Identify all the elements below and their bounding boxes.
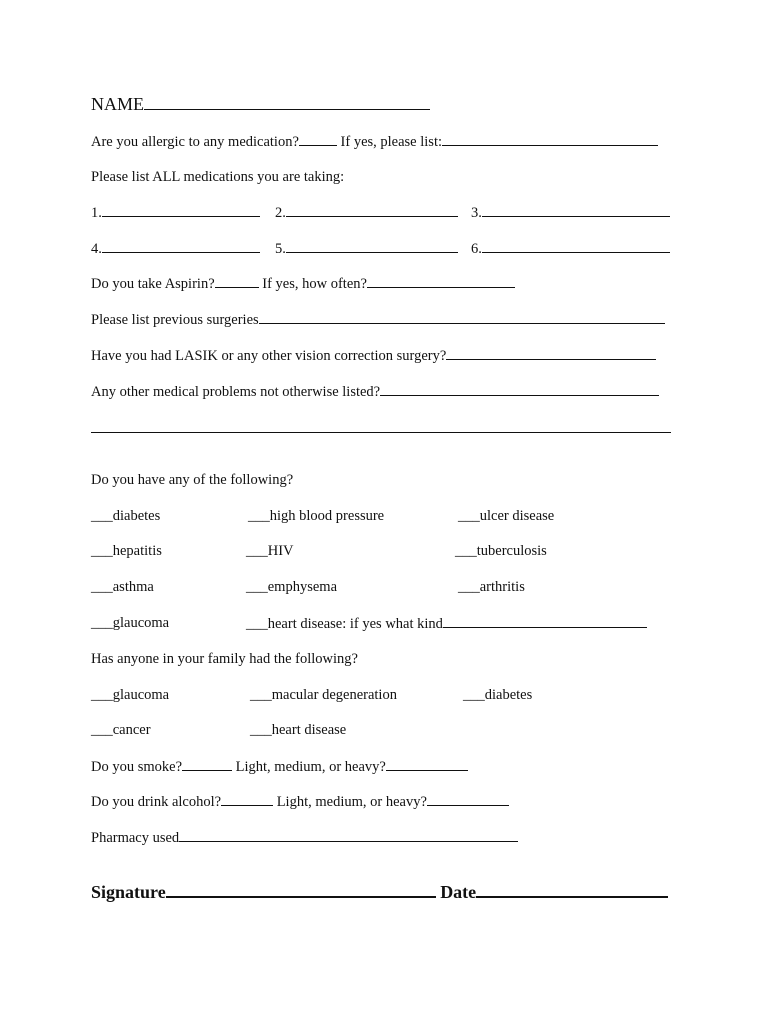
family-heart-disease[interactable]: ___heart disease [250,722,347,738]
alcohol-answer-field[interactable] [221,791,273,806]
family-glaucoma[interactable]: ___glaucoma [91,687,170,703]
allergy-list-label: If yes, please list: [340,134,443,150]
alcohol-level-label: Light, medium, or heavy? [276,794,427,810]
name-row [91,94,672,116]
name-label: NAME [91,94,144,114]
med-number: 5. [275,241,286,257]
med-number: 1. [91,205,102,221]
condition-heart-disease [246,613,647,634]
surgeries-row [91,309,672,331]
condition-asthma[interactable]: ___asthma [91,579,154,595]
aspirin-question: Do you take Aspirin? [91,276,215,292]
med-item-5 [275,238,458,259]
med-field-1[interactable] [102,202,260,217]
med-field-5[interactable] [286,238,458,253]
have-following-prompt: Do you have any of the following? [91,472,294,488]
condition-diabetes[interactable]: ___diabetes [91,508,161,524]
conditions-row-3 [91,577,672,599]
name-field[interactable] [144,95,430,110]
med-item-6 [471,238,670,259]
condition-tuberculosis[interactable]: ___tuberculosis [455,543,547,559]
family-cancer[interactable]: ___cancer [91,722,151,738]
signature-label: Signature [91,882,166,902]
condition-ulcer-disease[interactable]: ___ulcer disease [458,508,555,524]
conditions-row-1 [91,506,672,528]
pharmacy-label: Pharmacy used [91,830,180,846]
medications-prompt: Please list ALL medications you are taking: [91,169,345,185]
smoke-level-field[interactable] [386,756,468,771]
aspirin-answer-field[interactable] [215,273,259,288]
other-problems-field-2[interactable] [91,418,671,433]
med-number: 3. [471,205,482,221]
med-field-4[interactable] [102,238,260,253]
smoke-question: Do you smoke? [91,759,183,775]
allergy-answer-field[interactable] [299,131,337,146]
signature-field[interactable] [166,882,436,898]
alcohol-question: Do you drink alcohol? [91,794,222,810]
alcohol-row [91,791,672,813]
condition-hepatitis[interactable]: ___hepatitis [91,543,162,559]
family-diabetes[interactable]: ___diabetes [463,687,533,703]
med-item-4 [91,238,260,259]
surgeries-field[interactable] [259,309,665,324]
pharmacy-field[interactable] [179,827,518,842]
heart-disease-label[interactable]: ___heart disease: if yes what kind [246,616,443,632]
surgeries-label: Please list previous surgeries [91,312,259,328]
family-history-prompt: Has anyone in your family had the following? [91,651,358,667]
heart-disease-kind-field[interactable] [443,613,647,628]
allergy-question: Are you allergic to any medication? [91,134,299,150]
smoke-level-label: Light, medium, or heavy? [235,759,386,775]
smoke-answer-field[interactable] [182,756,232,771]
med-field-3[interactable] [482,202,670,217]
family-row-2 [91,720,672,742]
condition-glaucoma[interactable]: ___glaucoma [91,615,170,631]
family-macular-degeneration[interactable]: ___macular degeneration [250,687,397,703]
condition-arthritis[interactable]: ___arthritis [458,579,525,595]
med-item-1 [91,202,260,223]
signature-row [91,882,672,904]
aspirin-row [91,273,672,295]
family-row-1 [91,685,672,707]
condition-emphysema[interactable]: ___emphysema [246,579,338,595]
other-problems-field[interactable] [380,381,659,396]
date-label: Date [440,882,477,902]
lasik-question: Have you had LASIK or any other vision correction surgery? [91,348,447,364]
condition-high-blood-pressure[interactable]: ___high blood pressure [248,508,385,524]
med-number: 4. [91,241,102,257]
med-field-6[interactable] [482,238,670,253]
medications-row-2 [91,238,672,260]
conditions-row-2 [91,541,672,563]
conditions-row-4 [91,613,672,635]
med-number: 2. [275,205,286,221]
date-field[interactable] [476,882,668,898]
other-problems-continuation [91,418,672,440]
condition-hiv[interactable]: ___HIV [246,543,294,559]
lasik-field[interactable] [446,345,656,360]
allergy-list-field[interactable] [442,131,658,146]
med-field-2[interactable] [286,202,458,217]
allergy-row [91,131,672,153]
med-number: 6. [471,241,482,257]
aspirin-frequency-label: If yes, how often? [262,276,367,292]
smoke-row [91,756,672,778]
lasik-row [91,345,672,367]
other-problems-row [91,381,672,403]
pharmacy-row [91,827,672,849]
med-item-2 [275,202,458,223]
medications-row-1 [91,202,672,224]
med-item-3 [471,202,670,223]
alcohol-level-field[interactable] [427,791,509,806]
other-problems-question: Any other medical problems not otherwise listed? [91,384,381,400]
aspirin-frequency-field[interactable] [367,273,515,288]
